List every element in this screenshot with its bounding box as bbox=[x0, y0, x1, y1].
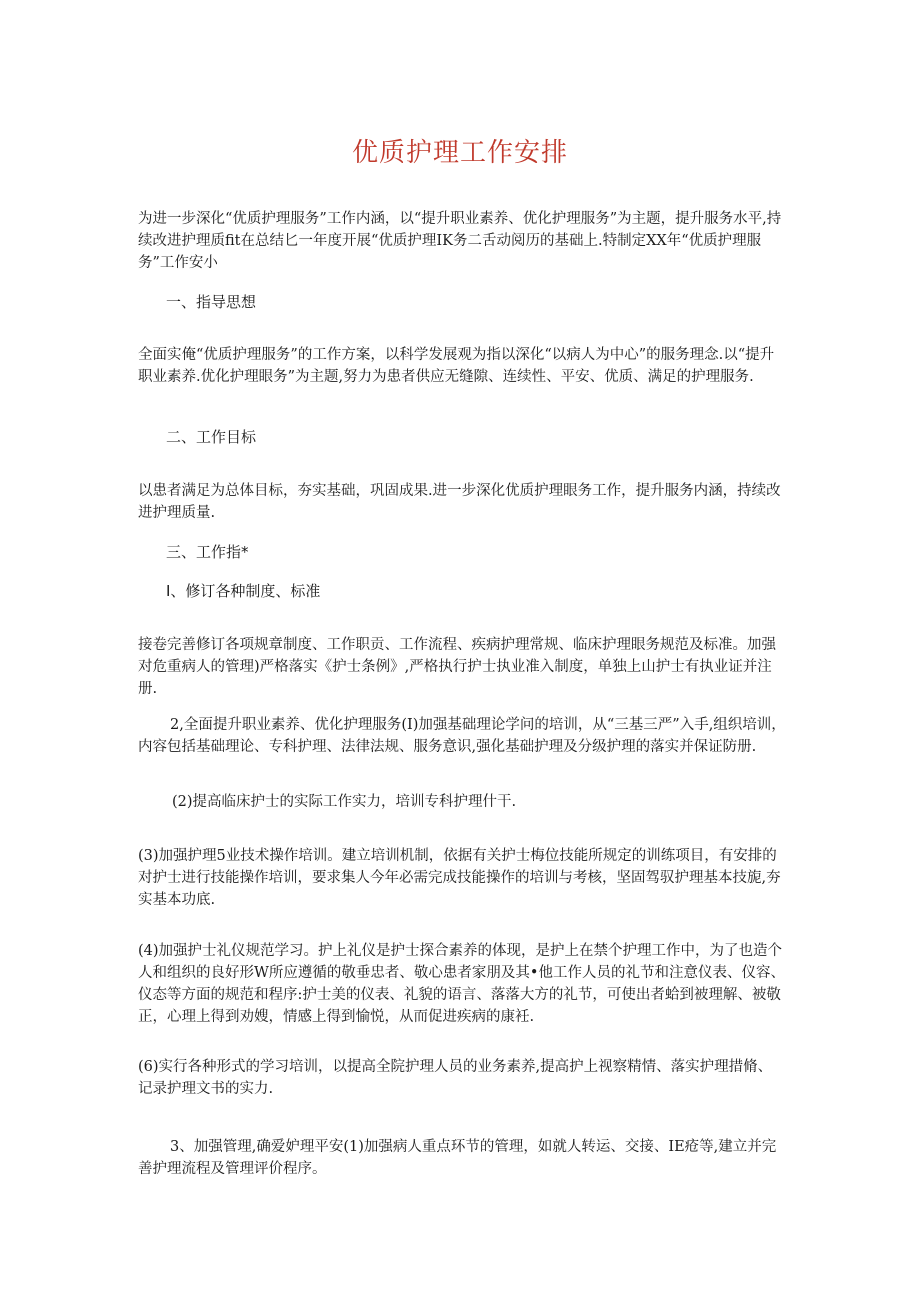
item1-title: I、修订各种制度、标准 bbox=[166, 582, 321, 600]
section3-heading: 三、工作指* bbox=[166, 543, 249, 561]
item2-sub4: (4)加强护士礼仪规范学习。护上礼仪是护士探合素养的体现，是护上在禁个护理工作中，为了也造个人和组织的良好形W所应遵循的敬垂忠者、敬心患者家朋及其•他工作人员的礼节和注意仪表、仪容、仪态等方面的规范和程序:护士美的仪表、礼貌的语言、落落大方的礼节，可使出者蛤到被理解、被敬正，心理上得到劝嫂，情感上得到愉悦，从而促进疾病的康衽. bbox=[138, 943, 785, 1025]
intro-paragraph: 为进一步深化“优质护理服务”工作内涵，以“提升职业素养、优化护理服务”为主题，提升服务水平,持续改进护理质fit在总结匕一年度开展“优质护理IK务二舌动阅历的基础上.特制定XX年“优质护理服务”工作安小 bbox=[138, 211, 782, 271]
item2-body: 2,全面提升职业素养、优化护理服务(I)加强基础理论学问的培训，从“三基三严”入手,组织培训，内容包括基础理论、专科护理、法律法规、服务意识,强化基础护理及分级护理的落实并保证防册. bbox=[138, 717, 786, 755]
section2-heading: 二、工作目标 bbox=[166, 428, 257, 446]
item2-sub2: (2)提高临床护士的实际工作实力，培训专科护理什干. bbox=[172, 794, 517, 810]
section1-body: 全面实俺“优质护理服务”的工作方案，以科学发展观为指以深化“以病人为中心”的服务理念.以“提升职业素养.优化护理眼务”为主题,努力为患者供应无缝隙、连续性、平安、优质、满足的护理服务. bbox=[138, 347, 775, 385]
section1-heading: 一、指导思想 bbox=[166, 293, 257, 311]
document-title: 优质护理工作安排 bbox=[351, 138, 568, 168]
section2-body: 以患者满足为总体目标，夯实基础，巩固成果.进一步深化优质护理眼务工作，提升服务内涵，持续改进护理质量. bbox=[138, 483, 781, 521]
item3-body: 3、加强管理,确爱妒理平安(1)加强病人重点环节的管理，如就人转运、交接、IE疮等,建立并完善护理流程及管理评价程序。 bbox=[138, 1139, 777, 1177]
item2-sub6: (6)实行各种形式的学习培训，以提高全院护理人员的业务素养,提高护上视察精情、落实护理措脩、记录护理文书的实力. bbox=[138, 1059, 773, 1097]
item2-sub3: (3)加强护理5业技术操作培训。建立培训机制，依据有关护士梅位技能所规定的训练项目，有安排的对护士进行技能操作培训，要求集人今年必需完成技能操作的培训与考核，坚固驾驭护理基本技旎,夯实基本功底. bbox=[138, 848, 781, 908]
item1-body: 接卷完善修订各项规章制度、工作职贡、工作流程、疾病护理常规、临床护理眼务规范及标准。加强对危重病人的管理)严格落实《护士条例》,严格执行护士执业准入制度，单独上山护士有执业证并注册. bbox=[138, 637, 776, 697]
